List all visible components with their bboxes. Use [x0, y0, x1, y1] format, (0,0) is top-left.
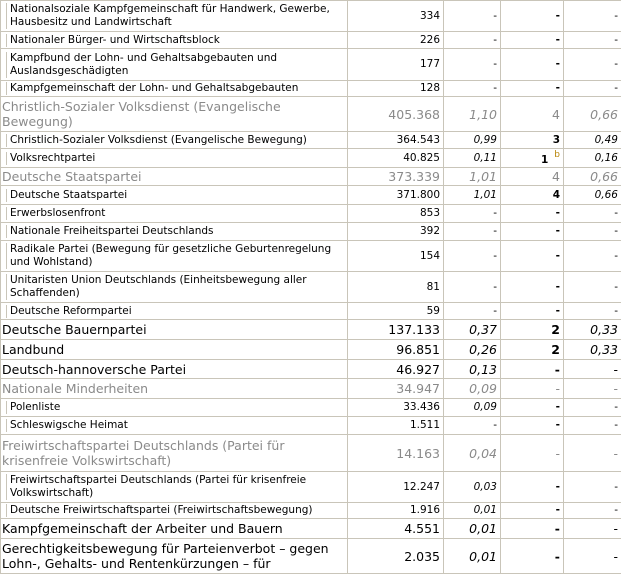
seat-percent-cell: -	[564, 435, 621, 472]
sub-party-row	[1, 472, 621, 503]
party-name: Deutsche Reformpartei	[10, 305, 132, 318]
party-name: Kampfgemeinschaft der Lohn- und Gehaltsabgebauten	[10, 82, 298, 95]
party-name-cell	[1, 417, 348, 435]
seats-value: -	[555, 521, 560, 536]
sub-party-row	[1, 205, 621, 223]
sub-party-row	[1, 49, 621, 81]
seats-value: 4	[552, 107, 560, 122]
party-name: Freiwirtschaftspartei Deutschlands (Partei für krisenfreie Volkswirtschaft)	[10, 474, 347, 500]
party-name: Volksrechtpartei	[10, 152, 95, 165]
sub-party-row	[1, 186, 621, 205]
sub-party-row	[1, 417, 621, 435]
seat-percent-cell: -	[564, 472, 621, 503]
party-row	[1, 539, 621, 574]
party-name-cell	[1, 223, 348, 241]
seats-cell	[501, 303, 564, 320]
party-name: Deutsche Staatspartei	[10, 189, 127, 202]
votes-cell: 226	[348, 32, 444, 49]
seats-value: -	[556, 58, 560, 70]
party-name: Nationalsoziale Kampfgemeinschaft für Handwerk, Gewerbe, Hausbesitz und Landwirtschaft	[10, 3, 347, 29]
party-name-cell	[1, 379, 348, 399]
vote-percent-cell: -	[444, 272, 501, 303]
vote-percent-cell: -	[444, 81, 501, 97]
vote-percent-cell: -	[444, 32, 501, 49]
party-name-cell	[1, 205, 348, 223]
vote-percent-cell: 0,99	[444, 132, 501, 149]
votes-cell: 137.133	[348, 320, 444, 340]
party-group-row	[1, 97, 621, 132]
vote-percent-cell: 0,01	[444, 519, 501, 539]
sub-party-row	[1, 32, 621, 49]
seats-cell	[501, 519, 564, 539]
votes-cell: 154	[348, 241, 444, 272]
results-body	[1, 1, 621, 574]
vote-percent-cell: 0,11	[444, 149, 501, 168]
party-name-cell	[1, 519, 348, 539]
party-name-cell	[1, 399, 348, 417]
seat-percent-cell: -	[564, 1, 621, 32]
vote-percent-cell: 1,01	[444, 186, 501, 205]
vote-percent-cell: 0,09	[444, 379, 501, 399]
vote-percent-cell: -	[444, 417, 501, 435]
seats-cell	[501, 399, 564, 417]
votes-cell: 34.947	[348, 379, 444, 399]
party-name: Kampfgemeinschaft der Arbeiter und Bauern	[2, 521, 283, 536]
seats-cell	[501, 435, 564, 472]
seat-percent-cell: 0,33	[564, 320, 621, 340]
votes-cell: 334	[348, 1, 444, 32]
seats-value: -	[556, 481, 560, 493]
vote-percent-cell: 0,01	[444, 503, 501, 519]
vote-percent-cell: -	[444, 1, 501, 32]
seat-percent-cell: 0,66	[564, 97, 621, 132]
vote-percent-cell: 0,03	[444, 472, 501, 503]
sub-party-row	[1, 223, 621, 241]
seats-value: 4	[553, 189, 560, 201]
party-name-cell	[1, 168, 348, 186]
party-name: Gerechtigkeitsbewegung für Parteienverbot – gegen Lohn-, Gehalts- und Rentenkürzungen – für	[2, 541, 329, 571]
seat-percent-cell: -	[564, 81, 621, 97]
sub-party-row	[1, 399, 621, 417]
seat-percent-cell: -	[564, 519, 621, 539]
votes-cell: 1.916	[348, 503, 444, 519]
party-name: Deutsche Bauernpartei	[2, 322, 147, 337]
vote-percent-cell: 0,13	[444, 360, 501, 379]
seats-value: -	[556, 10, 560, 22]
seat-percent-cell: -	[564, 417, 621, 435]
party-name-cell	[1, 132, 348, 149]
votes-cell: 4.551	[348, 519, 444, 539]
seats-value: -	[556, 82, 560, 94]
party-name: Kampfbund der Lohn- und Gehaltsabgebauten und Auslandsgeschädigten	[10, 52, 347, 78]
seat-percent-cell: -	[564, 360, 621, 379]
seats-cell	[501, 186, 564, 205]
seat-percent-cell: -	[564, 503, 621, 519]
party-name: Christlich-Sozialer Volksdienst (Evangelische Bewegung)	[2, 99, 281, 129]
seats-value: -	[556, 207, 560, 219]
sub-party-row	[1, 149, 621, 168]
seats-cell	[501, 272, 564, 303]
party-row	[1, 360, 621, 379]
party-name-cell	[1, 97, 348, 132]
seats-value: -	[556, 250, 560, 262]
votes-cell: 12.247	[348, 472, 444, 503]
vote-percent-cell: 0,37	[444, 320, 501, 340]
vote-percent-cell: 0,04	[444, 435, 501, 472]
votes-cell: 2.035	[348, 539, 444, 574]
seats-value: -	[556, 225, 560, 237]
seat-percent-cell: 0,16	[564, 149, 621, 168]
seats-value: -	[555, 549, 560, 564]
party-name-cell	[1, 186, 348, 205]
vote-percent-cell: 0,09	[444, 399, 501, 417]
party-name-cell	[1, 320, 348, 340]
seat-percent-cell: -	[564, 379, 621, 399]
votes-cell: 33.436	[348, 399, 444, 417]
seats-value: 2	[551, 322, 560, 337]
party-name: Deutsche Freiwirtschaftspartei (Freiwirtschaftsbewegung)	[10, 504, 313, 517]
party-row	[1, 519, 621, 539]
party-name-cell	[1, 272, 348, 303]
seat-percent-cell: -	[564, 399, 621, 417]
party-row	[1, 340, 621, 360]
sub-party-row	[1, 303, 621, 320]
party-name-cell	[1, 503, 348, 519]
seats-cell	[501, 539, 564, 574]
votes-cell: 853	[348, 205, 444, 223]
seat-percent-cell: -	[564, 539, 621, 574]
seat-percent-cell: -	[564, 223, 621, 241]
party-group-row	[1, 168, 621, 186]
vote-percent-cell: -	[444, 49, 501, 81]
votes-cell: 59	[348, 303, 444, 320]
seats-cell	[501, 417, 564, 435]
seats-value: -	[556, 281, 560, 293]
party-name-cell	[1, 149, 348, 168]
party-name: Erwerbslosenfront	[10, 207, 105, 220]
seats-value: 2	[551, 342, 560, 357]
party-name-cell	[1, 539, 348, 574]
seat-percent-cell: 0,33	[564, 340, 621, 360]
sub-party-row	[1, 1, 621, 32]
vote-percent-cell: 0,01	[444, 539, 501, 574]
party-name-cell	[1, 360, 348, 379]
seat-percent-cell: 0,66	[564, 186, 621, 205]
seats-cell	[501, 81, 564, 97]
votes-cell: 128	[348, 81, 444, 97]
seat-percent-cell: 0,49	[564, 132, 621, 149]
seat-percent-cell: -	[564, 241, 621, 272]
party-group-row	[1, 379, 621, 399]
party-name: Nationaler Bürger- und Wirtschaftsblock	[10, 34, 220, 47]
party-row	[1, 320, 621, 340]
votes-cell: 1.511	[348, 417, 444, 435]
sub-party-row	[1, 132, 621, 149]
vote-percent-cell: 0,26	[444, 340, 501, 360]
party-name-cell	[1, 81, 348, 97]
seat-percent-cell: -	[564, 303, 621, 320]
seats-value: -	[555, 381, 560, 396]
party-name: Radikale Partei (Bewegung für gesetzliche Geburtenregelung und Wohlstand)	[10, 243, 347, 269]
seats-value: -	[556, 419, 560, 431]
seats-cell	[501, 223, 564, 241]
seats-cell	[501, 32, 564, 49]
seats-value: 3	[553, 134, 560, 146]
party-name: Landbund	[2, 342, 64, 357]
seats-cell	[501, 320, 564, 340]
seats-value: -	[556, 504, 560, 516]
party-name: Polenliste	[10, 401, 60, 414]
seats-cell	[501, 472, 564, 503]
seat-percent-cell: -	[564, 32, 621, 49]
votes-cell: 364.543	[348, 132, 444, 149]
seats-cell	[501, 241, 564, 272]
votes-cell: 46.927	[348, 360, 444, 379]
party-name: Deutsche Staatspartei	[2, 169, 141, 184]
party-name-cell	[1, 49, 348, 81]
party-name-cell	[1, 1, 348, 32]
votes-cell: 405.368	[348, 97, 444, 132]
party-name-cell	[1, 32, 348, 49]
vote-percent-cell: 1,01	[444, 168, 501, 186]
seat-percent-cell: -	[564, 205, 621, 223]
seats-value: -	[555, 362, 560, 377]
seats-cell	[501, 49, 564, 81]
seats-value: -	[555, 446, 560, 461]
seats-value: -	[556, 34, 560, 46]
seats-value: 4	[552, 169, 560, 184]
seat-percent-cell: -	[564, 49, 621, 81]
seats-cell	[501, 1, 564, 32]
seats-cell	[501, 149, 564, 168]
seats-cell	[501, 340, 564, 360]
party-name: Nationale Minderheiten	[2, 381, 148, 396]
votes-cell: 371.800	[348, 186, 444, 205]
sub-party-row	[1, 81, 621, 97]
seats-value: 1	[541, 154, 548, 166]
votes-cell: 392	[348, 223, 444, 241]
vote-percent-cell: 1,10	[444, 97, 501, 132]
votes-cell: 81	[348, 272, 444, 303]
vote-percent-cell: -	[444, 223, 501, 241]
footnote-marker[interactable]: b	[554, 150, 560, 160]
seats-value: -	[556, 401, 560, 413]
party-name-cell	[1, 340, 348, 360]
vote-percent-cell: -	[444, 241, 501, 272]
party-name-cell	[1, 472, 348, 503]
seats-cell	[501, 503, 564, 519]
party-name: Christlich-Sozialer Volksdienst (Evangelische Bewegung)	[10, 134, 307, 147]
sub-party-row	[1, 503, 621, 519]
party-name: Nationale Freiheitspartei Deutschlands	[10, 225, 214, 238]
party-group-row	[1, 435, 621, 472]
party-name: Schleswigsche Heimat	[10, 419, 128, 432]
party-name-cell	[1, 303, 348, 320]
sub-party-row	[1, 272, 621, 303]
party-name-cell	[1, 241, 348, 272]
seats-cell	[501, 360, 564, 379]
seats-cell	[501, 379, 564, 399]
party-name-cell	[1, 435, 348, 472]
votes-cell: 40.825	[348, 149, 444, 168]
seats-cell	[501, 132, 564, 149]
seat-percent-cell: -	[564, 272, 621, 303]
vote-percent-cell: -	[444, 205, 501, 223]
seats-value: -	[556, 305, 560, 317]
votes-cell: 373.339	[348, 168, 444, 186]
party-name: Unitaristen Union Deutschlands (Einheitsbewegung aller Schaffenden)	[10, 274, 347, 300]
seats-cell	[501, 205, 564, 223]
seats-cell	[501, 97, 564, 132]
sub-party-row	[1, 241, 621, 272]
votes-cell: 177	[348, 49, 444, 81]
party-name: Freiwirtschaftspartei Deutschlands (Partei für krisenfreie Volkswirtschaft)	[2, 438, 284, 468]
vote-percent-cell: -	[444, 303, 501, 320]
votes-cell: 14.163	[348, 435, 444, 472]
seat-percent-cell: 0,66	[564, 168, 621, 186]
party-name: Deutsch-hannoversche Partei	[2, 362, 186, 377]
seats-cell	[501, 168, 564, 186]
votes-cell: 96.851	[348, 340, 444, 360]
